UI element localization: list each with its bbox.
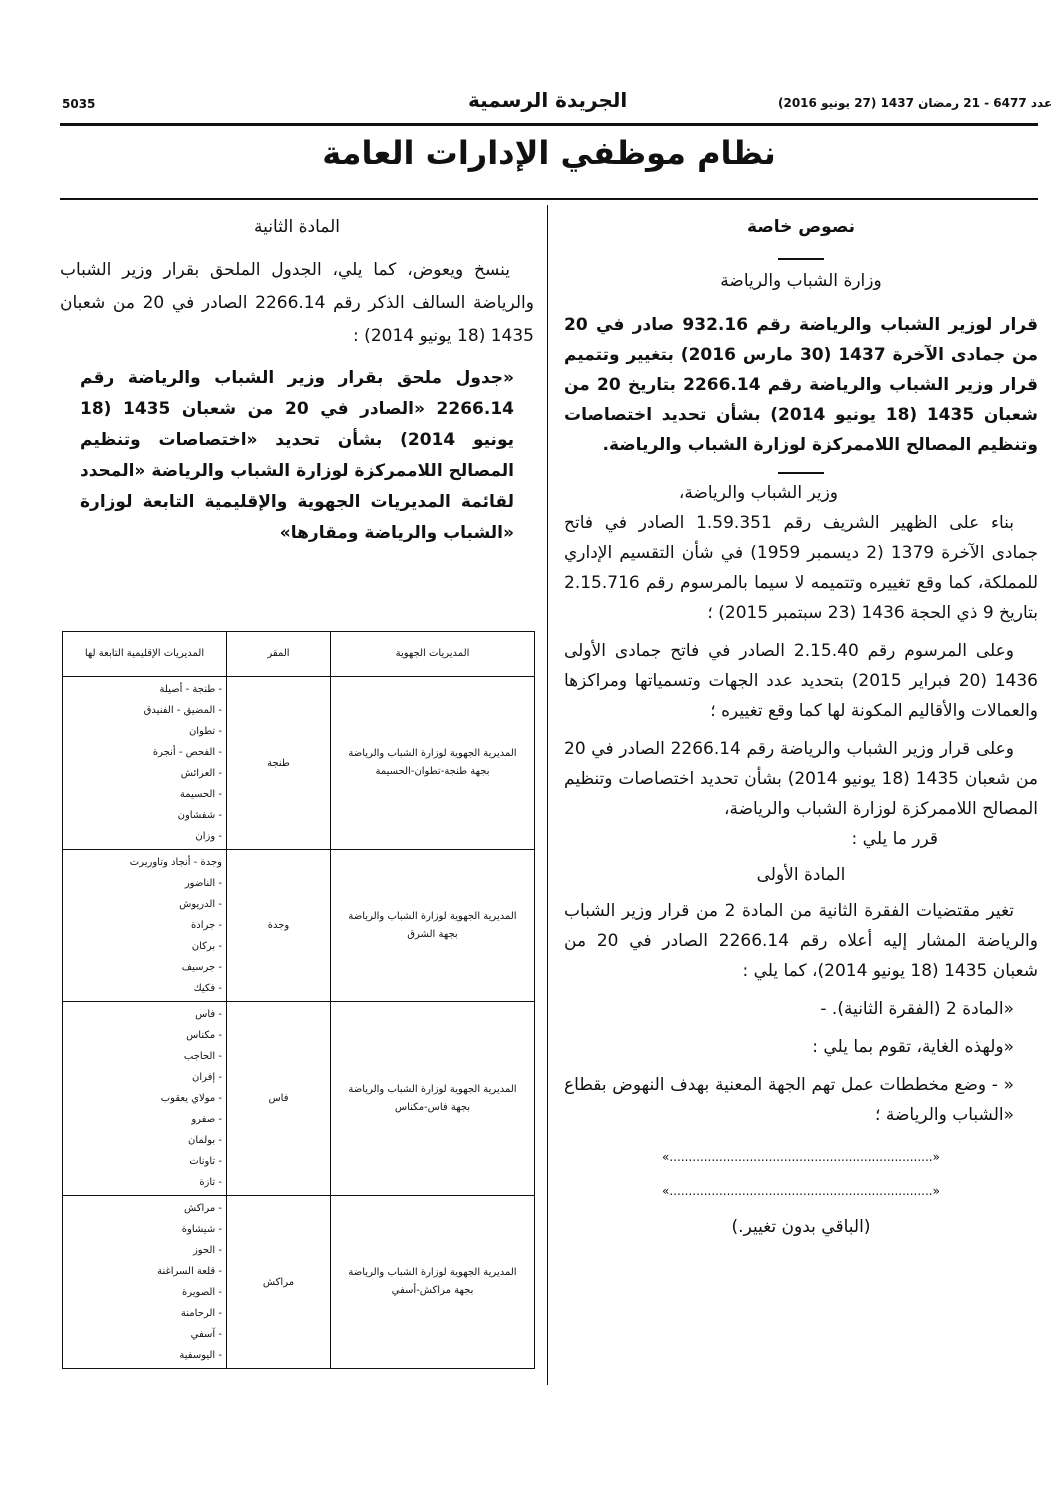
- list-item: - تطوان: [188, 726, 222, 737]
- preamble-paragraph-1: بناء على الظهير الشريف رقم 1.59.351 الصادر في فاتح جمادى الآخرة 1379 (2 ديسمبر 1959) في شأن التقسيم الإداري للمملكة، كما وقع تغييره وتتميمه لا سيما بالمرسوم رقم 2.15.716 بتاريخ 9 ذي الحجة 1436 (23 سبتمبر 2015) ؛: [564, 513, 1038, 623]
- table-row: [63, 850, 535, 1002]
- table-header-row: [63, 632, 535, 677]
- table-row: [63, 677, 535, 850]
- header-seat: المقر: [227, 632, 331, 677]
- preamble-paragraph-3: وعلى قرار وزير الشباب والرياضة رقم 2266.14 الصادر في 20 من شعبان 1435 (18 يونيو 2014) بشأن تحديد اختصاصات وتنظيم المصالح اللاممركزة لوزارة الشباب والرياضة،: [564, 739, 1038, 819]
- regional-directorate: المديرية الجهوية لوزارة الشباب والرياضة بجهة فاس-مكناس: [331, 1002, 535, 1196]
- article-one-title: المادة الأولى: [756, 865, 846, 885]
- list-item: - مراكش: [184, 1203, 222, 1214]
- remainder-note: (الباقي بدون تغيير.): [731, 1217, 871, 1237]
- seat: طنجة: [227, 677, 331, 850]
- seat: مراكش: [227, 1196, 331, 1369]
- seat: وجدة: [227, 850, 331, 1002]
- page-title: نظام موظفي الإدارات العامة: [322, 134, 776, 172]
- list-item: - تازة: [199, 1177, 222, 1188]
- list-item: - الرحامنة: [180, 1308, 222, 1319]
- list-item: - فكيك: [193, 983, 222, 994]
- table-row: [63, 1002, 535, 1196]
- section-heading: نصوص خاصة: [747, 217, 855, 237]
- list-item: - جرسيف: [181, 962, 222, 973]
- directorates-table: [62, 631, 535, 1369]
- list-item: - طنجة - أصيلة: [159, 684, 222, 695]
- ellipsis-line-1: «.....................................................................»: [662, 1150, 940, 1164]
- issue-number: عدد 6477 - 21 رمضان 1437 (27 يونيو 2016): [778, 96, 1053, 110]
- header-provincial: المديريات الإقليمية التابعة لها: [63, 632, 227, 677]
- list-item: - الدريوش: [179, 899, 222, 910]
- list-item: - فاس: [195, 1009, 222, 1020]
- separator: [778, 258, 824, 260]
- list-item: - وزان: [195, 831, 222, 842]
- list-item: - الحوز: [192, 1245, 222, 1256]
- list-item: - الفحص - أنجرة: [152, 747, 222, 758]
- list-item: وجدة - أنجاد وتاوريرت: [129, 857, 222, 868]
- list-item: - شيشاوة: [181, 1224, 222, 1235]
- decides-line: قرر ما يلي :: [851, 829, 938, 849]
- list-item: - صفرو: [191, 1114, 222, 1125]
- list-item: - قلعة السراغنة: [157, 1266, 222, 1277]
- list-item: - تاونات: [189, 1156, 222, 1167]
- list-item: - بولمان: [188, 1135, 222, 1146]
- list-item: - إفران: [192, 1072, 222, 1083]
- quote-item: « - وضع مخططات عمل تهم الجهة المعنية بهدف النهوض بقطاع «الشباب والرياضة ؛: [564, 1075, 1014, 1125]
- seat: فاس: [227, 1002, 331, 1196]
- provincial-directorates: [63, 1196, 227, 1369]
- list-item: - الناضور: [184, 878, 222, 889]
- list-item: - اليوسفية: [179, 1350, 222, 1361]
- list-item: - جرادة: [191, 920, 222, 931]
- provincial-directorates: [63, 850, 227, 1002]
- list-item: - آسفي: [190, 1329, 222, 1340]
- list-item: - العرائش: [180, 768, 222, 779]
- separator: [778, 472, 824, 474]
- list-item: - شفشاون: [177, 810, 222, 821]
- page-number: 5035: [62, 97, 96, 111]
- list-item: - بركان: [191, 941, 222, 952]
- minister-line: وزير الشباب والرياضة،: [678, 483, 838, 503]
- list-item: - المضيق - الفنيدق: [143, 705, 222, 716]
- header-rule: [60, 123, 1038, 126]
- column-divider: [547, 205, 548, 1385]
- article-two-title: المادة الثانية: [254, 217, 340, 237]
- title-rule: [60, 198, 1038, 200]
- decree-title: قرار لوزير الشباب والرياضة رقم 932.16 صادر في 20 من جمادى الآخرة 1437 (30 مارس 2016) بتغيير وتتميم قرار وزير الشباب والرياضة رقم 2266.14 بتاريخ 20 من شعبان 1435 (18 يونيو 2014) بشأن تحديد اختصاصات وتنظيم المصالح اللاممركزة لوزارة الشباب والرياضة.: [564, 315, 1038, 455]
- table-row: [63, 1196, 535, 1369]
- article-two-text: ينسخ ويعوض، كما يلي، الجدول الملحق بقرار وزير الشباب والرياضة السالف الذكر رقم 2266.14 الصادر في 20 من شعبان 1435 (18 يونيو 2014) :: [60, 260, 534, 346]
- ministry-name: وزارة الشباب والرياضة: [720, 271, 882, 291]
- quote-article: «المادة 2 (الفقرة الثانية). -: [820, 999, 1014, 1019]
- article-one-text: تغير مقتضيات الفقرة الثانية من المادة 2 من قرار وزير الشباب والرياضة المشار إليه أعلاه رقم 2266.14 الصادر في 20 من شعبان 1435 (18 يونيو 2014)، كما يلي :: [564, 901, 1038, 981]
- provincial-directorates: [63, 677, 227, 850]
- annex-title: «جدول ملحق بقرار وزير الشباب والرياضة رقم 2266.14 «الصادر في 20 من شعبان 1435 (18 يونيو 2014) بشأن تحديد «اختصاصات وتنظيم المصالح اللاممركزة لوزارة الشباب والرياضة «المحدد لقائمة المديريات الجهوية والإقليمية التابعة لوزارة «الشباب والرياضة ومقارها»: [80, 368, 514, 543]
- regional-directorate: المديرية الجهوية لوزارة الشباب والرياضة بجهة مراكش-أسفي: [331, 1196, 535, 1369]
- list-item: - مكناس: [186, 1030, 222, 1041]
- list-item: - الصويرة: [182, 1287, 222, 1298]
- preamble-paragraph-2: وعلى المرسوم رقم 2.15.40 الصادر في فاتح جمادى الأولى 1436 (20 فبراير 2015) بتحديد عدد الجهات وتسمياتها ومراكزها والعمالات والأقاليم المكونة لها كما وقع تغييره ؛: [564, 641, 1038, 721]
- right-column: [564, 212, 1038, 1242]
- left-column: [60, 212, 534, 549]
- header-regional: المديريات الجهوية: [331, 632, 535, 677]
- ellipsis-line-2: «.....................................................................»: [662, 1184, 940, 1198]
- list-item: - الحسيمة: [179, 789, 222, 800]
- regional-directorate: المديرية الجهوية لوزارة الشباب والرياضة بجهة طنجة-تطوان-الحسيمة: [331, 677, 535, 850]
- provincial-directorates: [63, 1002, 227, 1196]
- list-item: - مولاي يعقوب: [160, 1093, 222, 1104]
- newspaper-name: الجريدة الرسمية: [468, 88, 628, 112]
- quote-intro: «ولهذه الغاية، تقوم بما يلي :: [812, 1037, 1014, 1057]
- list-item: - الحاجب: [183, 1051, 222, 1062]
- regional-directorate: المديرية الجهوية لوزارة الشباب والرياضة بجهة الشرق: [331, 850, 535, 1002]
